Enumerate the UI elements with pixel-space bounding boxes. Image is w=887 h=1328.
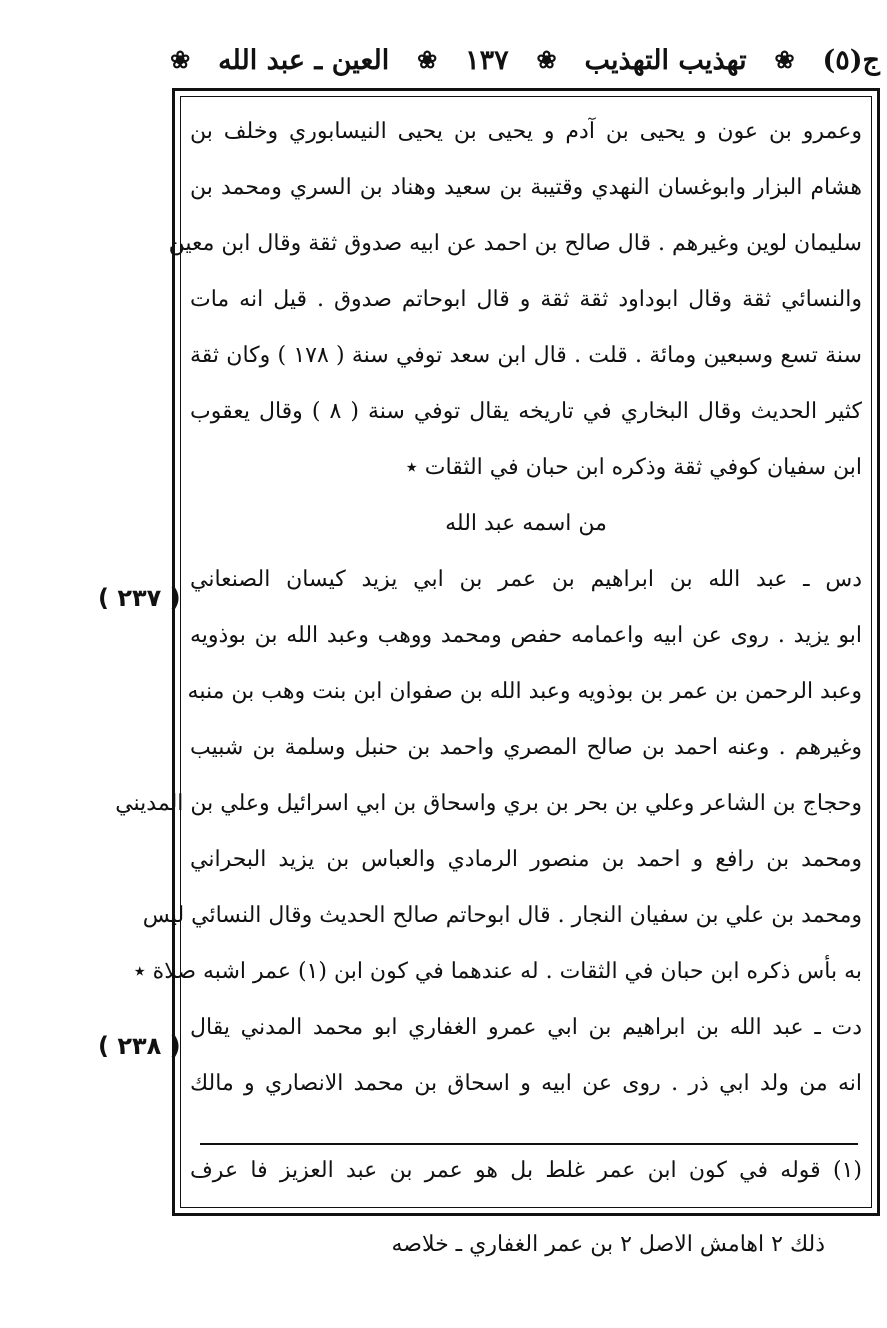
- entry-237-line: دس ـ عبد الله بن ابراهيم بن عمر بن ابي يزيد كيسان الصنعاني: [190, 567, 862, 592]
- entry-237-line: وغيرهم . وعنه احمد بن صالح المصري واحمد بن حنبل وسلمة بن شبيب: [190, 735, 862, 760]
- footnote-divider: [200, 1143, 858, 1145]
- ornament-icon: ❀: [774, 45, 795, 74]
- header-section: العين ـ عبد الله: [218, 44, 390, 76]
- ornament-icon: ❀: [417, 45, 438, 74]
- bottom-note: ذلك ٢ اهامش الاصل ٢ بن عمر الغفاري ـ خلاصه: [391, 1232, 825, 1257]
- ornament-icon: ❀: [536, 45, 557, 74]
- entry-number-238: ( ٢٣٨ ): [98, 1032, 181, 1060]
- text-line: وعمرو بن عون و يحيى بن آدم و يحيى بن يحيى النيسابوري وخلف بن: [190, 119, 862, 144]
- entry-237-line: ومحمد بن رافع و احمد بن منصور الرمادي والعباس بن يزيد البحراني: [190, 847, 862, 872]
- header-volume: ج(٥): [822, 44, 880, 76]
- entry-238-line: دت ـ عبد الله بن ابراهيم بن ابي عمرو الغفاري ابو محمد المدني يقال: [190, 1015, 862, 1040]
- entry-237-line: به بأس ذكره ابن حبان في الثقات . له عندهما في كون ابن (١) عمر اشبه صلاة ٭: [133, 959, 862, 984]
- text-line: سليمان لوين وغيرهم . قال صالح بن احمد عن ابيه صدوق ثقة وقال ابن معين: [168, 231, 862, 256]
- text-line: ابن سفيان كوفي ثقة وذكره ابن حبان في الثقات ٭: [405, 455, 862, 480]
- footnote: (١) قوله في كون ابن عمر غلط بل هو عمر بن عبد العزيز فا عرف: [190, 1158, 862, 1183]
- text-line: سنة تسع وسبعين ومائة . قلت . قال ابن سعد توفي سنة ( ١٧٨ ) وكان ثقة: [190, 343, 862, 368]
- text-line: والنسائي ثقة وقال ابوداود ثقة ثقة و قال ابوحاتم صدوق . قيل انه مات: [190, 287, 862, 312]
- text-line: كثير الحديث وقال البخاري في تاريخه يقال توفي سنة ( ٨ ) وقال يعقوب: [190, 399, 863, 424]
- header-page-number: ١٣٧: [465, 44, 509, 76]
- entry-237-line: وحجاج بن الشاعر وعلي بن بحر بن بري واسحاق بن ابي اسرائيل وعلي بن المديني: [115, 791, 862, 816]
- entry-238-line: انه من ولد ابي ذر . روى عن ابيه و اسحاق بن محمد الانصاري و مالك: [190, 1071, 863, 1096]
- ornament-icon: ❀: [170, 45, 191, 74]
- entry-237-line: وعبد الرحمن بن عمر بن بوذويه وعبد الله بن صفوان ابن بنت وهب بن منبه: [187, 679, 862, 704]
- entry-237-line: ومحمد بن علي بن سفيان النجار . قال ابوحاتم صالح الحديث وقال النسائي ليس: [142, 903, 862, 928]
- text-line: هشام البزار وابوغسان النهدي وقتيبة بن سعيد وهناد بن السري ومحمد بن: [190, 175, 862, 200]
- entry-237-line: ابو يزيد . روى عن ابيه واعمامه حفص ومحمد ووهب وعبد الله بن بوذويه: [190, 623, 862, 648]
- running-header: [170, 40, 880, 80]
- header-book-title: تهذيب التهذيب: [584, 44, 747, 76]
- entry-number-237: ( ٢٣٧ ): [98, 584, 181, 612]
- section-heading: من اسمه عبد الله: [445, 511, 607, 536]
